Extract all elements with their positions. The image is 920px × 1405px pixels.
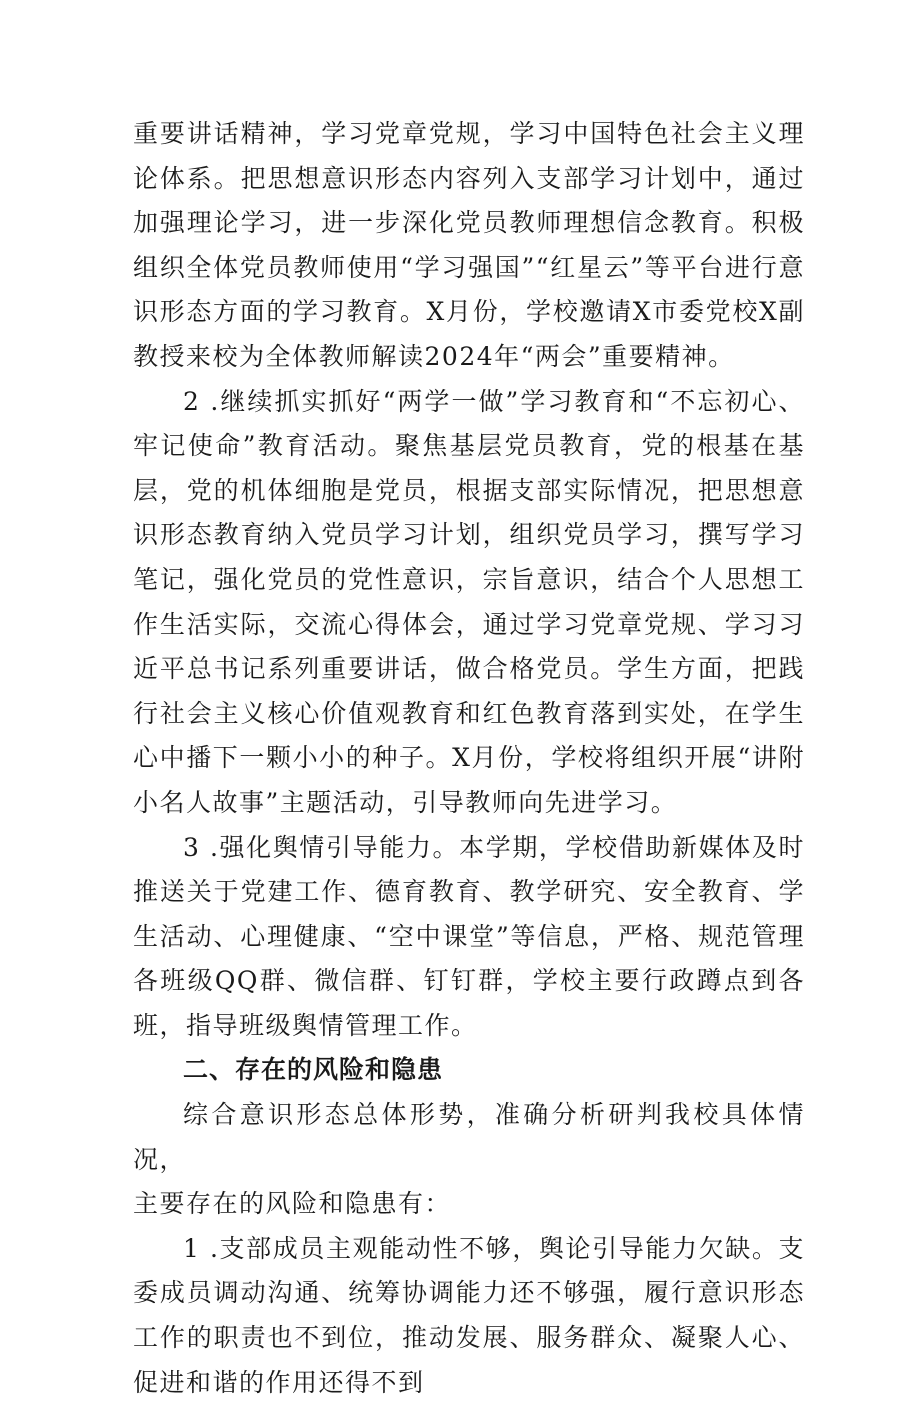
paragraph-item-3: 3 .强化舆情引导能力。本学期，学校借助新媒体及时推送关于党建工作、德育教育、教学研究、安全教育、学生活动、心理健康、“空中课堂”等信息，严格、规范管理各班级QQ群、微信群、钉钉群，学校主要行政蹲点到各班，指导班级舆情管理工作。 [133,832,805,1040]
paragraph-item-2: 2 .继续抓实抓好“两学一做”学习教育和“不忘初心、牢记使命”教育活动。聚焦基层党员教育，党的根基在基层，党的机体细胞是党员，根据支部实际情况，把思想意识形态教育纳入党员学习计划，组织党员学习，撰写学习笔记，强化党员的党性意识，宗旨意识，结合个人思想工作生活实际，交流心得体会，通过学习党章党规、学习习近平总书记系列重要讲话，做合格党员。学生方面，把践行社会主义核心价值观教育和红色教育落到实处，在学生心中播下一颗小小的种子。X月份，学校将组织开展“讲附小名人故事”主题活动，引导教师向先进学习。 [133,386,805,817]
paragraph-study-spirit: 重要讲话精神，学习党章党规，学习中国特色社会主义理论体系。把思想意识形态内容列入支部学习计划中，通过加强理论学习，进一步深化党员教师理想信念教育。积极组织全体党员教师使用“学习强国”“红星云”等平台进行意识形态方面的学习教育。X月份，学校邀请X市委党校X副教授来校为全体教师解读2024年“两会”重要精神。 [133,119,805,371]
paragraph-risk-intro: 综合意识形态总体形势，准确分析研判我校具体情况， [133,1100,805,1174]
paragraph-risk-intro-continued: 主要存在的风险和隐患有： [133,1189,452,1219]
section-heading-risks: 二、存在的风险和隐患 [183,1055,444,1085]
document-body [133,112,805,1405]
paragraph-risk-item-1: 1 .支部成员主观能动性不够，舆论引导能力欠缺。支委成员调动沟通、统筹协调能力还不够强，履行意识形态工作的职责也不到位，推动发展、服务群众、凝聚人心、促进和谐的作用还得不到 [133,1233,805,1397]
